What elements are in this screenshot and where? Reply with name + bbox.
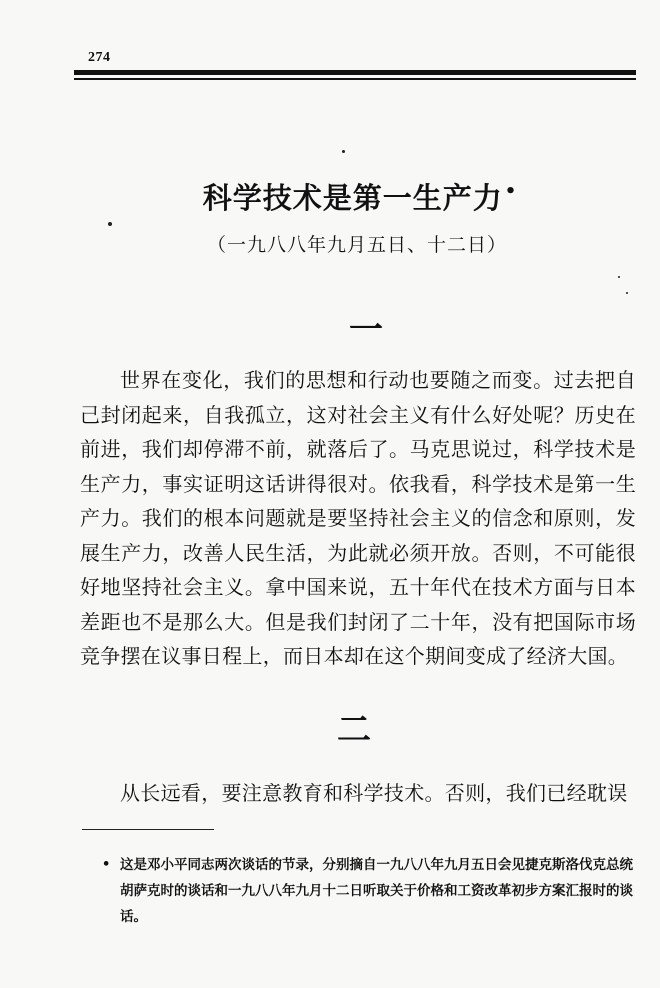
- header-rule-thin: [74, 78, 636, 80]
- section-1-paragraph: 世界在变化，我们的思想和行动也要随之而变。过去把自己封闭起来，自我孤立，这对社会主义有什么好处呢？历史在前进，我们却停滞不前，就落后了。马克思说过，科学技术是生产力，事实证明这话讲得很对。依我看，科学技术是第一生产力。我们的根本问题就是要坚持社会主义的信念和原则，发展生产力，改善人民生活，为此就必须开放。否则，不可能很好地坚持社会主义。拿中国来说，五十年代在技术方面与日本差距也不是那么大。但是我们封闭了二十年，没有把国际市场竞争摆在议事日程上，而日本却在这个期间变成了经济大国。: [80, 368, 636, 668]
- scan-speck: [618, 276, 620, 278]
- footnote-mark: •: [102, 857, 111, 872]
- section-2-paragraph: 从长远看，要注意教育和科学技术。否则，我们已经耽误: [120, 781, 628, 805]
- page-number: 274: [88, 50, 111, 65]
- section-heading-2: 二: [337, 710, 371, 750]
- footnote-separator: [82, 829, 214, 830]
- article-title: [0, 176, 660, 217]
- footnote-reference-mark: •: [504, 181, 518, 203]
- scan-speck: [342, 150, 345, 153]
- section-heading-1: 一: [349, 310, 383, 350]
- article-date-subtitle: （一九八八年九月五日、十二日）: [206, 234, 507, 256]
- article-title-text: 科学技术是第一生产力: [202, 181, 503, 215]
- header-rule: [74, 70, 636, 75]
- footnote-text: 这是邓小平同志两次谈话的节录，分别摘自一九八八年九月五日会见捷克斯洛伐克总统胡萨克时的谈话和一九八八年九月十二日听取关于价格和工资改革初步方案汇报时的谈话。: [120, 857, 633, 925]
- scan-speck: [108, 222, 112, 226]
- scan-speck: [626, 292, 628, 294]
